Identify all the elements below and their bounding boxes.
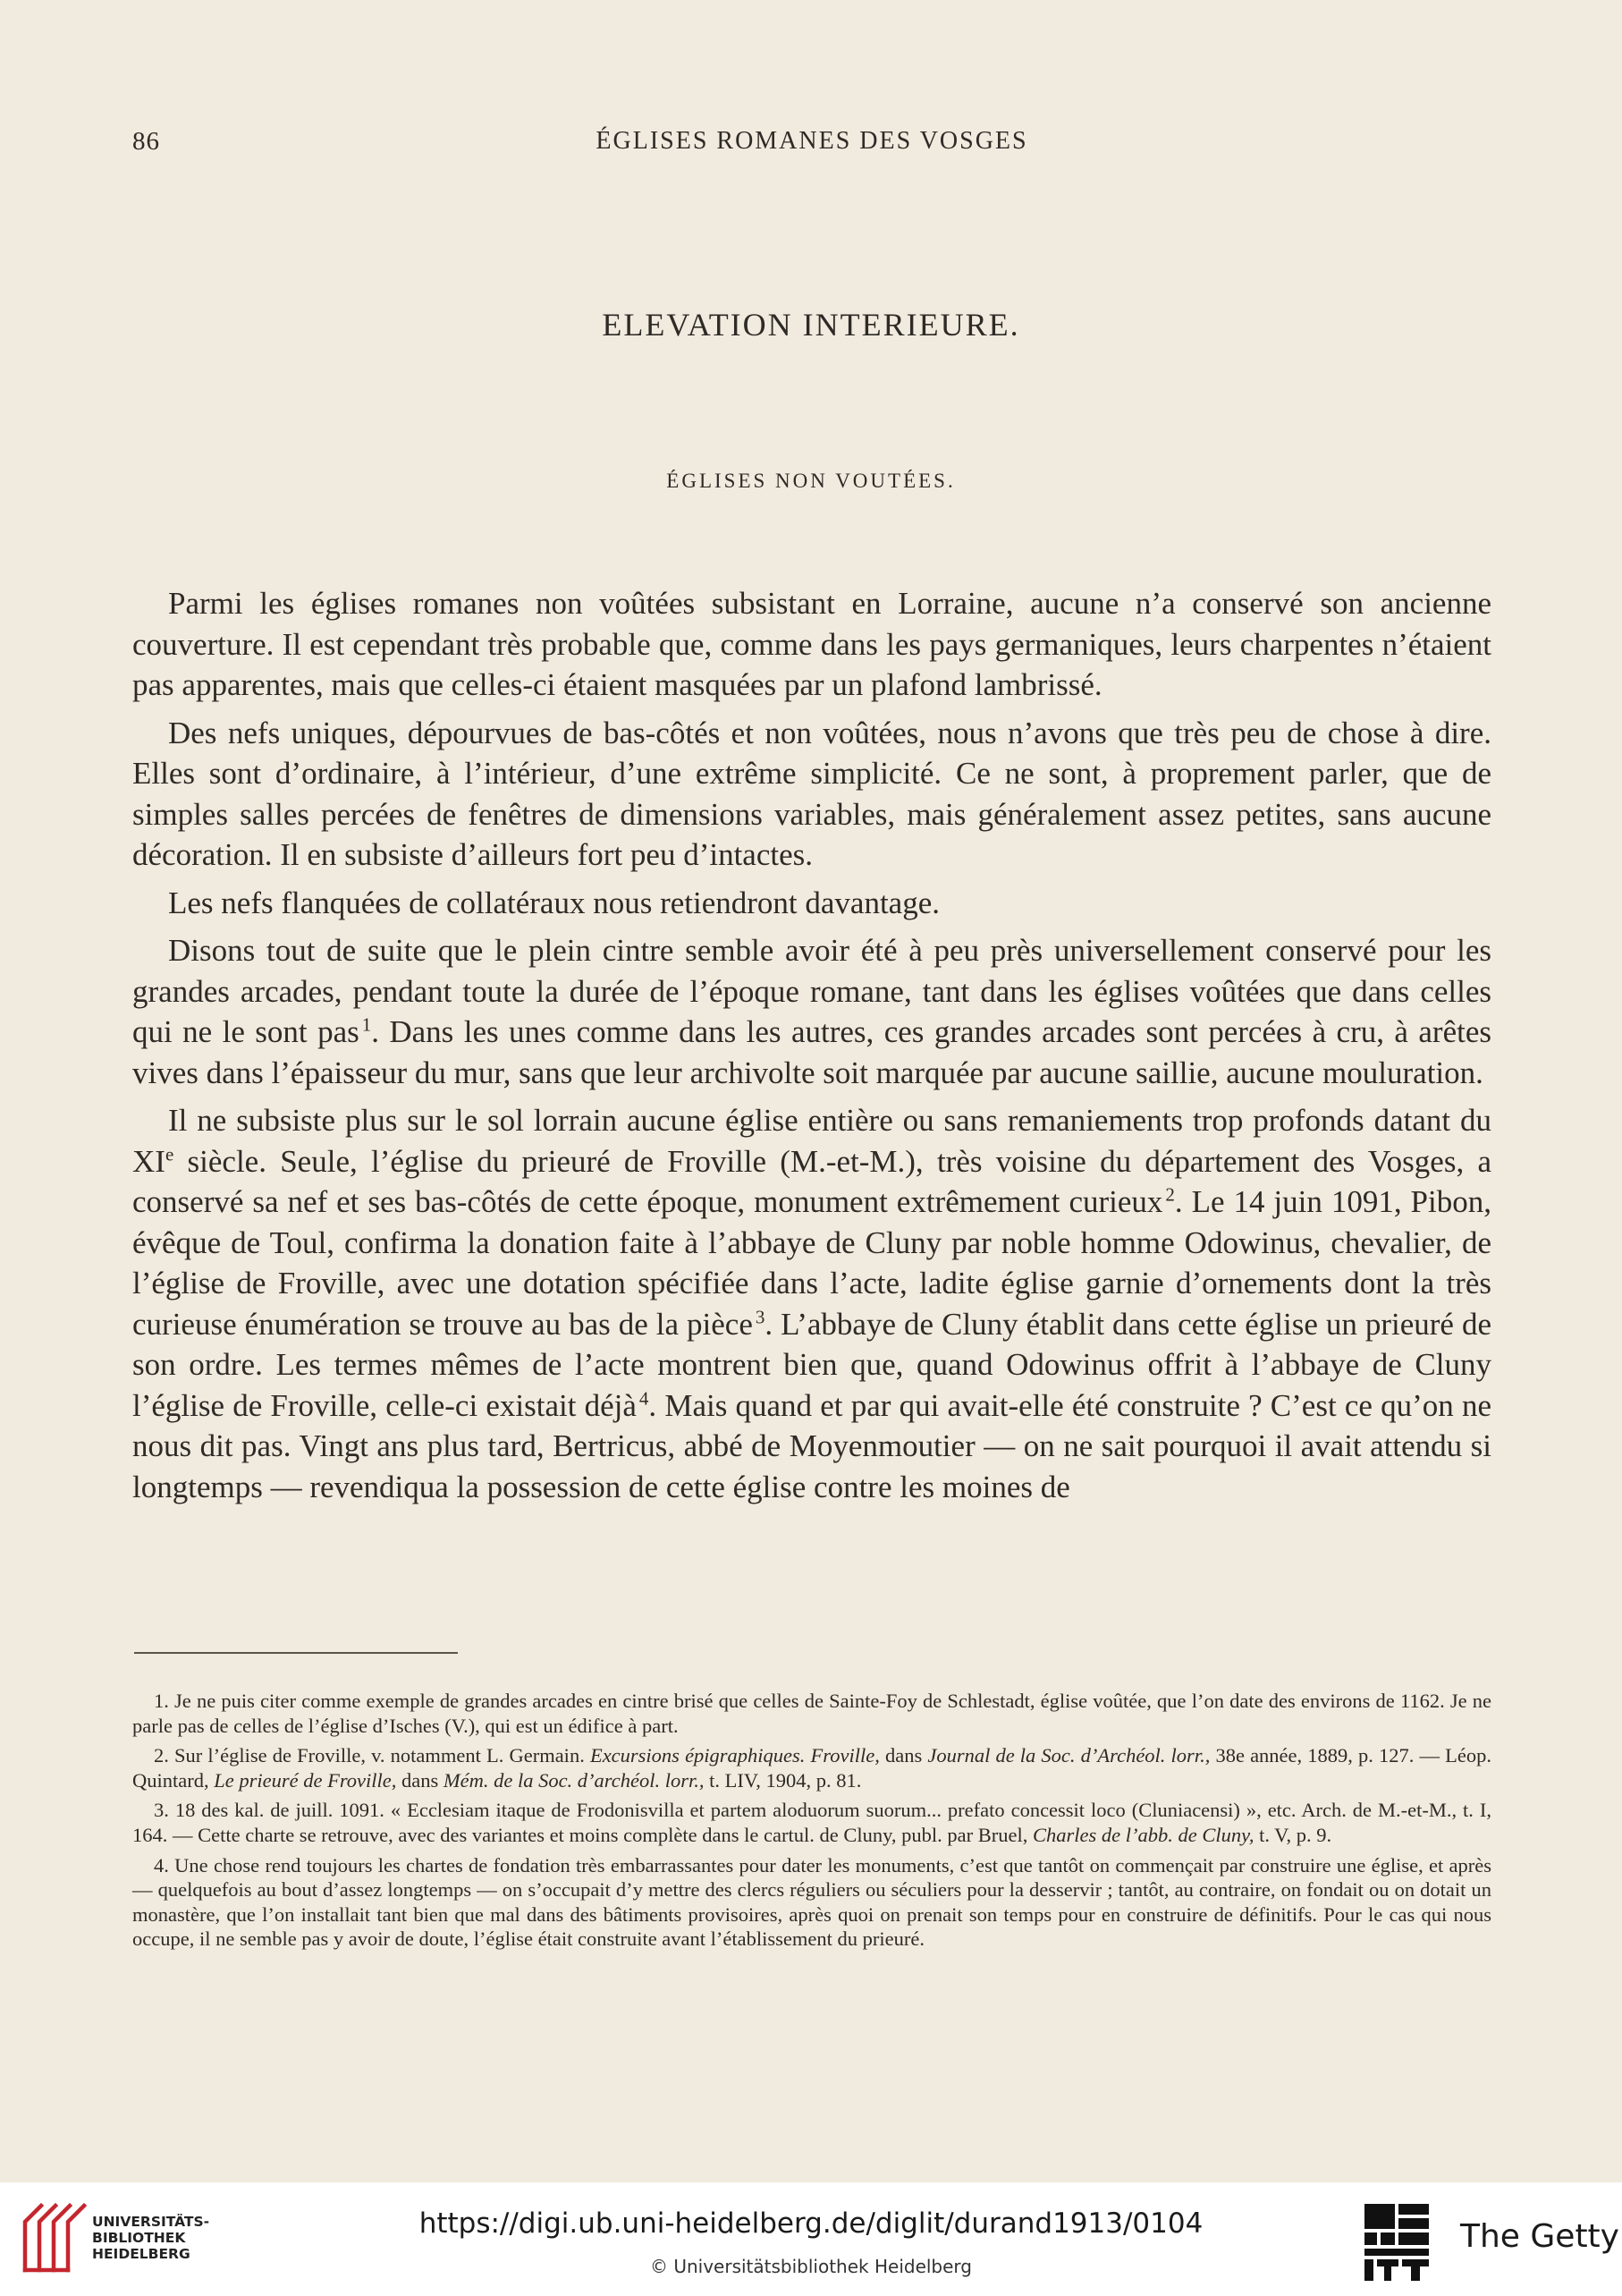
body-text xyxy=(132,583,1491,1514)
ub-heidelberg-name[interactable]: UNIVERSITÄTS- BIBLIOTHEK HEIDELBERG xyxy=(92,2214,210,2262)
paragraph: Il ne subsiste plus sur le sol lorrain aucune église entière ou sans remaniements trop profonds datant du XIe siècle. Seule, l’église du prieuré de Froville (M.-et-M.), très voisine du département des Vosges, a conservé sa nef et ses bas-côtés de cette époque, monument extrêmement curieux $^2$. Le 14 juin 1091, Pibon, évêque de Toul, confirma la donation faite à l’abbaye de Cluny par noble homme Odowinus, chevalier, de l’église de Froville, avec une dotation spécifiée dans l’acte, ladite église garnie d’ornements dont la très curieuse énumération se trouve au bas de la pièce $^3$. L’abbaye de Cluny établit dans cette église un prieuré de son ordre. Les termes mêmes de l’acte montrent bien que, quand Odowinus offrit à l’abbaye de Cluny l’église de Froville, celle-ci existait déjà $^4$. Mais quand et par qui avait-elle été construite ? C’est ce qu’on ne nous dit pas. Vingt ans plus tard, Bertricus, abbé de Moyenmoutier — on ne sait pourquoi il avait attendu si longtemps — revendiqua la possession de cette église contre les moines de xyxy=(132,1103,1492,1504)
paragraph: Des nefs uniques, dépourvues de bas-côtés et non voûtées, nous n’avons que très peu de chose à dire. Elles sont d’ordinaire, à l’intérieur, d’une extrême simplicité. Ce ne sont, à proprement parler, que de simples salles percées de fenêtres de dimensions variables, mais généralement assez petites, sans aucune décoration. Il en subsiste d’ailleurs fort peu d’intactes. xyxy=(132,715,1491,872)
copyright-notice: © Universitätsbibliothek Heidelberg xyxy=(649,2256,972,2277)
getty-logo-icon[interactable] xyxy=(1361,2200,1432,2286)
running-header xyxy=(132,127,1491,163)
paragraph: Parmi les églises romanes non voûtées subsistant en Lorraine, aucune n’a conservé son ancienne couverture. Il est cependant très probable que, comme dans les pays germaniques, leurs charpentes n’étaient pas apparentes, mais que celles-ci étaient masquées par un plafond lambrissé. xyxy=(132,586,1491,702)
footnote-ref-3: 3 xyxy=(755,1305,765,1327)
footnote-4: 4. Une chose rend toujours les chartes de fondation très embarrassantes pour dater les monuments, c’est que tantôt on commençait par construire une église, et après — quelquefois au bout d’assez longtemps — on s’occupait d’y mettre des clercs réguliers ou séculiers pour la desservir ; tantôt, au contraire, on fondait ou on dotait un monastère, que l’on installait tant bien que mal dans des bâtiments provisoires, après quoi on prenait son temps pour en construire de définitifs. Pour le cas qui nous occupe, il ne semble pas y avoir de doute, l’église était construite avant l’établissement du prieuré. xyxy=(132,1853,1491,1951)
footnotes xyxy=(132,1689,1491,1957)
footnote-2: 2. Sur l’église de Froville, v. notamment L. Germain. Excursions épigraphiques. Froville, dans Journal de la Soc. d’Archéol. lorr., 38e année, 1889, p. 127. — Léop. Quintard, Le prieuré de Froville, dans Mém. de la Soc. d’archéol. lorr., t. LIV, 1904, p. 81. xyxy=(132,1744,1492,1792)
running-title: ÉGLISES ROMANES DES VOSGES xyxy=(596,127,1028,155)
footnote-ref-4: 4 xyxy=(638,1386,649,1409)
footnote-ref-1: 1 xyxy=(361,1013,372,1036)
subsection-title: ÉGLISES NON VOUTÉES. xyxy=(666,470,956,492)
footnote-1: 1. Je ne puis citer comme exemple de grandes arcades en cintre brisé que celles de Sainte-Foy de Schlestadt, église voûtée, que l’on date des environs de 1162. Je ne parle pas de celles de l’église d’Isches (V.), qui est un édifice à part. xyxy=(132,1690,1492,1737)
page-number: 86 xyxy=(132,127,160,156)
footnote-ref-2: 2 xyxy=(1165,1183,1175,1206)
getty-name[interactable]: The Getty xyxy=(1460,2218,1619,2255)
paragraph: Disons tout de suite que le plein cintre semble avoir été à peu près universellement conservé pour les grandes arcades, pendant toute la durée de l’époque romane, tant dans les églises voûtées que dans celles qui ne le sont pas $^1$. Dans les unes comme dans les autres, ces grandes arcades sont percées à cru, à arêtes vives dans l’épaisseur du mur, sans que leur archivolte soit marquée par aucune saillie, aucune mouluration. xyxy=(132,933,1491,1090)
footnote-3: 3. 18 des kal. de juill. 1091. « Ecclesiam itaque de Frodonisvilla et partem aloduorum suorum... prefato concessit loco (Cluniacensi) », etc. Arch. de M.-et-M., t. I, 164. — Cette charte se retrouve, avec des variantes et moins complète dans le cartul. de Cluny, publ. par Bruel, Charles de l’abb. de Cluny, t. V, p. 9. xyxy=(132,1799,1491,1846)
viewer-footer xyxy=(0,2182,1622,2296)
section-title: ELEVATION INTERIEURE. xyxy=(602,307,1020,343)
paragraph: Les nefs flanquées de collatéraux nous retiendront davantage. xyxy=(168,885,940,920)
century-superscript: e xyxy=(165,1142,174,1165)
permalink-url[interactable]: https://digi.ub.uni-heidelberg.de/diglit/durand1913/0104 xyxy=(418,2207,1204,2240)
footnote-rule xyxy=(134,1652,458,1654)
